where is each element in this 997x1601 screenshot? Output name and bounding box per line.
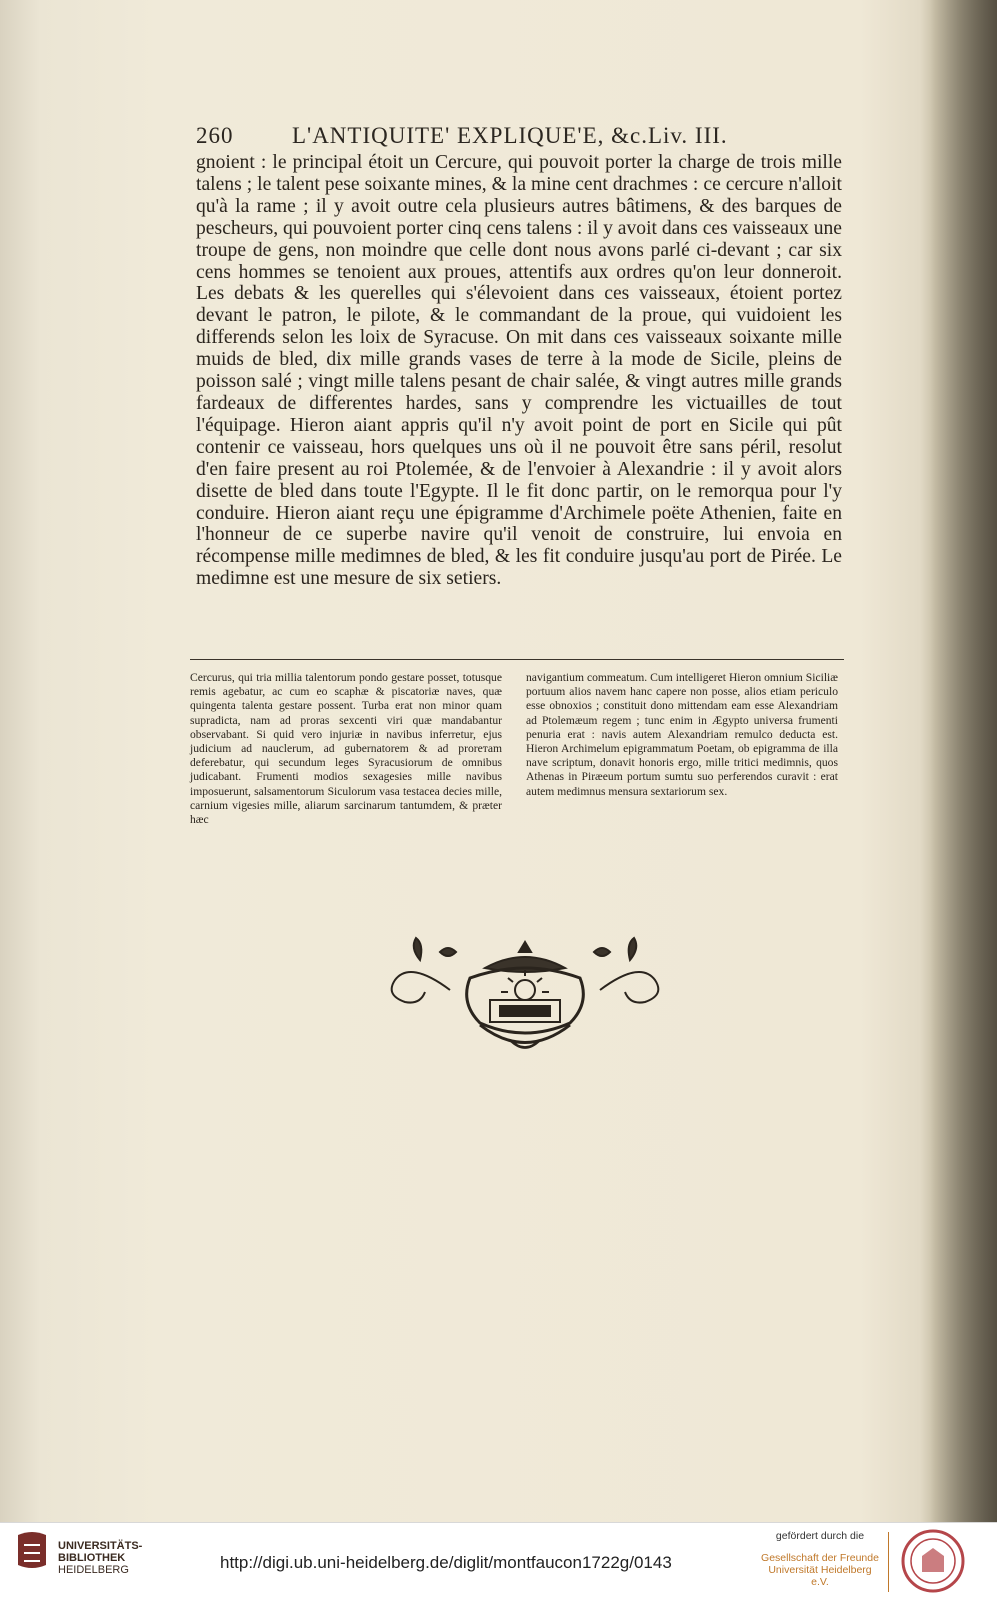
sponsor-org-line2: Universität Heidelberg e.V.	[768, 1564, 872, 1588]
university-library-logo	[12, 1527, 52, 1585]
latin-footnotes	[190, 671, 844, 871]
sponsor-label: gefördert durch die	[775, 1530, 865, 1542]
footnote-rule	[190, 659, 844, 660]
running-head	[196, 119, 856, 151]
main-text	[196, 152, 842, 590]
page-number: 260	[196, 123, 234, 148]
footnote-column-right: navigantium commeatum. Cum intelligeret Hieron omnium Siciliæ portuum alios navem hanc capere non posse, alios etiam periculo esse obnoxios ; constituit dono mittendam eam esse Alexandriam ad Ptolemæum regem ; tunc enim in Ægypto universa frumenti penuria erat : navis autem Alexandriam remulco deducta est. Hieron Archimelum epigrammatum Poetam, ob epigramma de illa nave scriptum, donavit honoris ergo, mille tritici medimnis, quos Athenas in Piræeum portum sumtu suo perferendos curavit : erat autem medimnus mensura sextariorum sex.	[526, 671, 838, 798]
library-name: UNIVERSITÄTS- BIBLIOTHEK HEIDELBERG	[58, 1540, 143, 1576]
sponsor-credit	[760, 1530, 880, 1588]
body-paragraph: gnoient : le principal étoit un Cercure, qui pouvoit porter la charge de trois mille talens ; le talent pese soixante mines, & la mine cent drachmes : ce cercure n'alloit qu'à la rame ; il y avoit outre cela plusieurs autres bâtimens, & des barques de pescheurs, qui pouvoient porter cinq cens talens : il y avoit dans ces vaisseaux une troupe de gens, non moindre que celle dont nous avons parlé ci-devant ; car six cens hommes se tenoient aux proues, attentifs aux ordres qu'on leur donneroit. Les debats & les querelles qui s'élevoient dans ces vaisseaux, étoient portez devant le patron, le pilote, & le commandant de la proue, qui vuidoient les differends selon les loix de Syracuse. On mit dans ces vaisseaux soixante mille muids de bled, dix mille grands vases de terre à la mode de Sicile, pleins de poisson salé ; vingt mille talens pesant de chair salée, & vingt autres mille grands fardeaux de differentes hardes, sans y comprendre les victuailles de tout l'équipage. Hieron aiant appris qu'il n'y avoit point de port en Sicile qui pût contenir ce vaisseau, hors quelques uns où il ne pouvoit être sans péril, resolut d'en faire present au roi Ptolemée, & de l'envoier à Alexandrie : il y avoit alors disette de bled dans toute l'Egypte. Il le fit donc partir, on le remorqua pour l'y conduire. Hieron aiant reçu une épigramme d'Archimele poëte Athenien, faite en l'honneur de ce superbe navire qu'il venoit de construire, lui envoia en récompense mille medimnes de bled, & les fit conduire jusqu'au port de Pirée. Le medimne est une mesure de six setiers.	[196, 152, 842, 590]
footnote-column-left: Cercurus, qui tria millia talentorum pondo gestare posset, totusque remis agebatur, ac cum eo scaphæ & piscatoriæ naves, quæ quingenta talenta gestare possent. Turba erat non minor quam supradicta, nam ad proras sexcenti viri quæ mandabantur observabant. Si quid vero injuriæ in navibus inferretur, ejus judicium ad nauclerum, ad gubernatorem & ad proreтam deferebatur, qui secundum leges Syracusiorum de omnibus judicabant. Frumenti modios sexagesies mille navibus imposuerunt, salsamentorum Siculorum vasa testacea decies mille, carnium vigesies mille, aliarum sarcinarum tantumdem, & præter hæc	[190, 671, 502, 827]
sponsor-org-line1: Gesellschaft der Freunde	[761, 1552, 879, 1564]
footer-divider	[888, 1532, 889, 1592]
tailpiece-ornament	[380, 930, 670, 1060]
university-seal-logo	[900, 1528, 966, 1594]
page-title: L'ANTIQUITE' EXPLIQUE'E, &c.Liv. III.	[292, 123, 728, 148]
source-url-link[interactable]: http://digi.ub.uni-heidelberg.de/diglit/montfaucon1722g/0143	[220, 1553, 672, 1572]
page-edge-shadow	[930, 0, 997, 1522]
